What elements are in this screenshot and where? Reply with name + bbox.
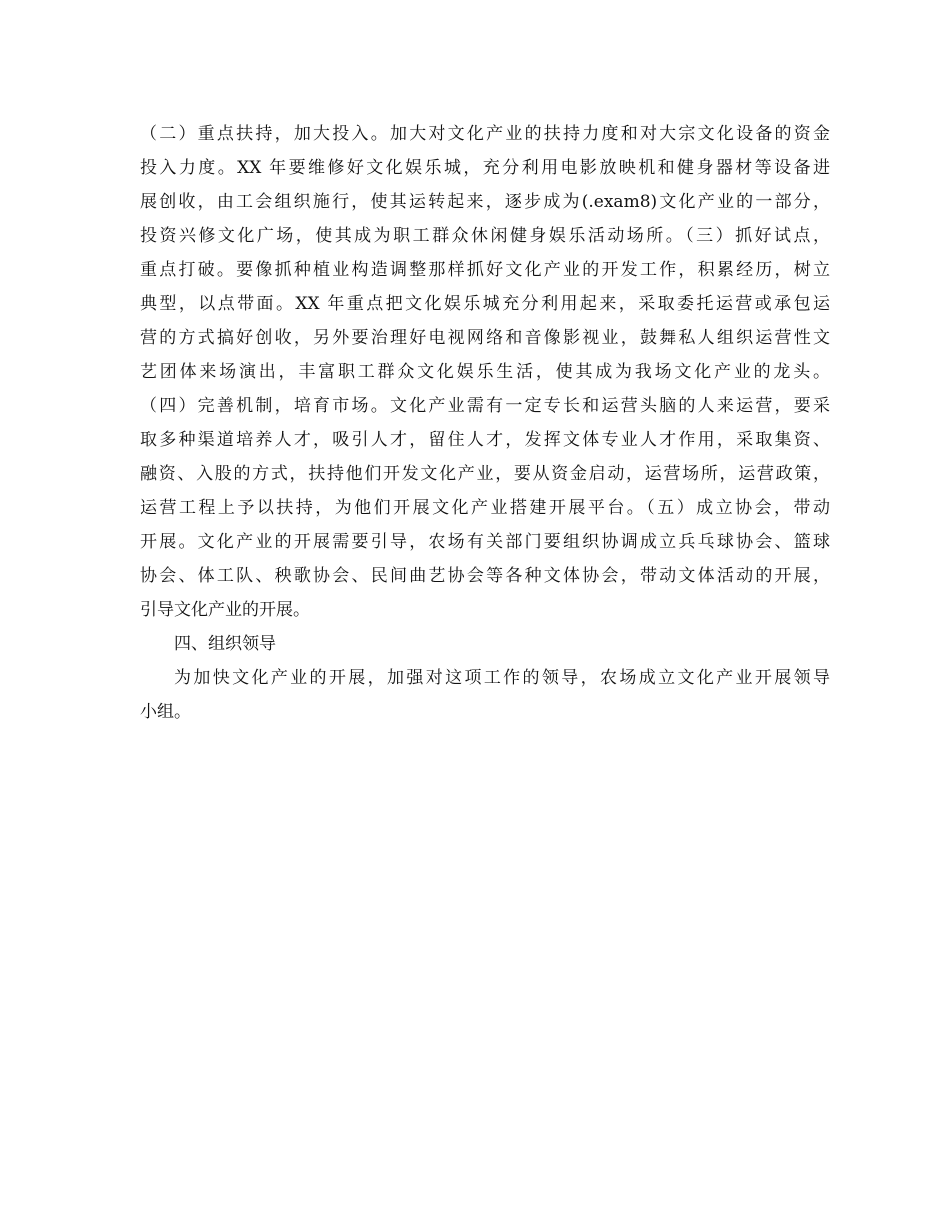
- body-line-9: （四）完善机制，培育市场。文化产业需有一定专长和运营头脑的人来运营，要采: [140, 396, 830, 416]
- body-line-1: （二）重点扶持，加大投入。加大对文化产业的扶持力度和对大宗文化设备的资金: [140, 124, 830, 144]
- document-body: [140, 117, 830, 729]
- section-heading: 四、组织领导: [174, 634, 276, 654]
- body-line-3: 展创收，由工会组织施行，使其运转起来，逐步成为(.exam8)文化产业的一部分，: [140, 192, 830, 212]
- closing-line-2: 小组。: [140, 702, 191, 722]
- body-line-5: 重点打破。要像抓种植业构造调整那样抓好文化产业的开发工作，积累经历，树立: [140, 260, 830, 280]
- body-line-11: 融资、入股的方式，扶持他们开发文化产业，要从资金启动，运营场所，运营政策，: [140, 464, 830, 484]
- body-line-4: 投资兴修文化广场，使其成为职工群众休闲健身娱乐活动场所。（三）抓好试点，: [140, 226, 830, 246]
- body-line-14: 协会、体工队、秧歌协会、民间曲艺协会等各种文体协会，带动文体活动的开展，: [140, 566, 830, 586]
- body-line-7: 营的方式搞好创收，另外要治理好电视网络和音像影视业，鼓舞私人组织运营性文: [140, 328, 830, 348]
- body-line-15: 引导文化产业的开展。: [140, 600, 310, 620]
- closing-line-1: 为加快文化产业的开展，加强对这项工作的领导，农场成立文化产业开展领导: [174, 668, 830, 688]
- body-line-10: 取多种渠道培养人才，吸引人才，留住人才，发挥文体专业人才作用，采取集资、: [140, 430, 830, 450]
- body-line-13: 开展。文化产业的开展需要引导，农场有关部门要组织协调成立兵乓球协会、篮球: [140, 532, 830, 552]
- body-line-2: 投入力度。XX 年要维修好文化娱乐城，充分利用电影放映机和健身器材等设备进: [140, 158, 830, 178]
- body-line-8: 艺团体来场演出，丰富职工群众文化娱乐生活，使其成为我场文化产业的龙头。: [140, 362, 830, 382]
- body-line-12: 运营工程上予以扶持，为他们开展文化产业搭建开展平台。（五）成立协会，带动: [140, 498, 830, 518]
- body-line-6: 典型，以点带面。XX 年重点把文化娱乐城充分利用起来，采取委托运营或承包运: [140, 294, 830, 314]
